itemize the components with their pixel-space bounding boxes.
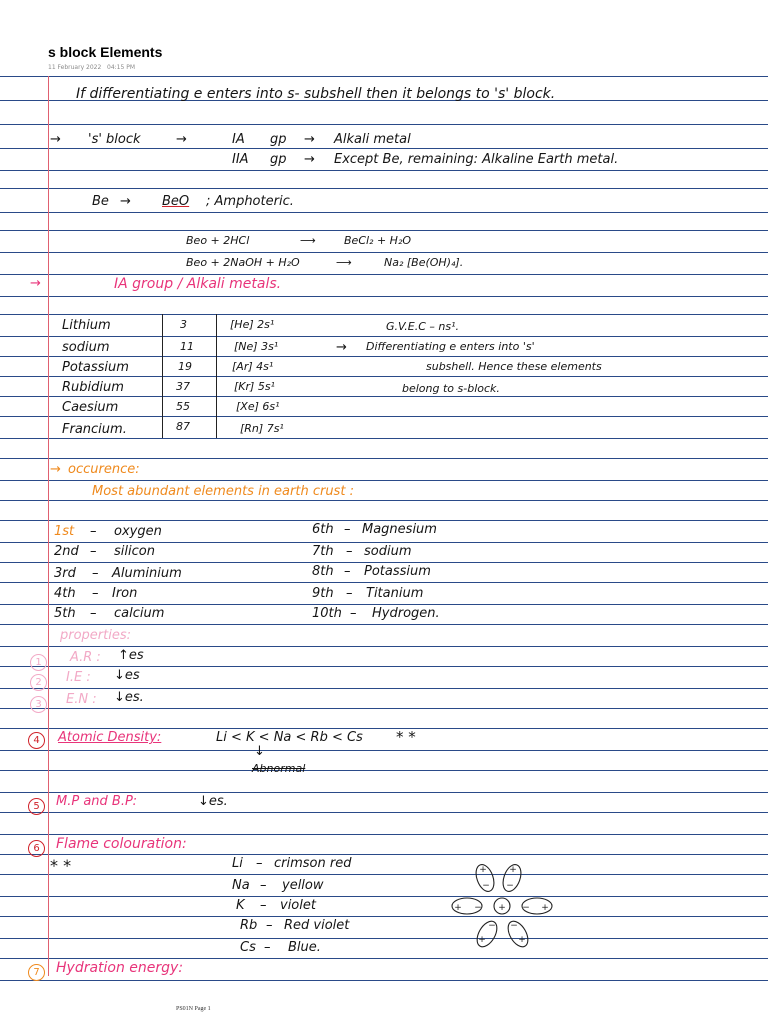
be-label: Be [92,194,109,209]
abundance-element: Magnesium [362,522,437,537]
property-row [30,650,47,671]
amphoteric-label: ; Amphoteric. [206,194,294,209]
ruled-line [0,688,768,689]
abundance-element: Hydrogen. [372,606,440,621]
charge-label: + [541,903,549,913]
charge-label: − [474,903,482,913]
density-note: Abnormal [252,762,306,775]
hydration-diagram [440,856,560,956]
arrow-down-icon: ↓ [254,744,265,759]
abundance-rank: 4th [54,586,76,601]
property-number-icon: 6 [28,840,45,857]
flame-color: Blue. [288,940,321,955]
property-number-icon: 2 [30,674,47,691]
element-name: Francium. [62,422,127,437]
abundance-element: silicon [114,544,155,559]
ruled-line [0,812,768,813]
ruled-line [0,666,768,667]
flame-element: Cs [240,940,256,955]
water-molecule [504,918,532,950]
iia-group: IIA [232,152,249,167]
arrow-symbol: → [120,194,131,209]
ruled-line [0,296,768,297]
ruled-line [0,124,768,125]
flame-element: Na [232,878,250,893]
abundance-rank: 2nd [54,544,79,559]
ruled-line [0,148,768,149]
abundance-element: Potassium [364,564,431,579]
dash: – [90,544,97,559]
dash: – [344,564,351,579]
element-name: sodium [62,340,110,355]
ruled-line [0,170,768,171]
abundance-element: Iron [112,586,138,601]
ruled-line [0,500,768,501]
abundance-element: Aluminium [112,566,182,581]
ruled-line [0,212,768,213]
atomic-number: 11 [180,340,194,353]
dash: – [344,522,351,537]
property-number-icon: 3 [30,696,47,713]
electron-config: [Rn] 7s¹ [240,422,284,435]
arrow-symbol: → [304,152,315,167]
page-footer: PS01N Page 1 [176,1006,211,1012]
ruled-line [0,980,768,981]
ruled-line [0,188,768,189]
note-date: 11 February 2022 [48,64,102,71]
property-number-icon: 4 [28,732,45,749]
ruled-line [0,438,768,439]
flame-color: crimson red [274,856,352,871]
ruled-line [0,708,768,709]
charge-label: + [479,865,487,875]
abundance-element: sodium [364,544,412,559]
mpbp-trend: ↓es. [198,794,228,809]
dash: – [256,856,263,871]
ruled-line [0,624,768,625]
gvec-line: G.V.E.C – ns¹. [386,320,460,333]
ruled-line [0,416,768,417]
property-number-icon: 5 [28,798,45,815]
star-icon: * * [50,856,72,875]
intro-line: If differentiating e enters into s- subshell then it belongs to 's' block. [76,86,556,102]
ia-desc: Alkali metal [334,132,411,147]
ruled-line [0,480,768,481]
flame-color: violet [280,898,316,913]
occurrence-heading: occurence: [68,462,140,477]
atomic-number: 3 [180,318,187,331]
arrow-symbol: ⟶ [300,234,316,247]
ruled-line [0,770,768,771]
charge-label: − [522,903,530,913]
ruled-line [0,582,768,583]
dash: – [90,606,97,621]
property-label: E.N : [66,692,97,707]
flame-color: yellow [282,878,324,893]
atomic-number: 87 [176,420,190,433]
atomic-number: 19 [178,360,192,373]
charge-label: − [482,881,490,891]
properties-heading: properties: [60,628,132,643]
dash: – [92,566,99,581]
ruled-line [0,458,768,459]
ruled-line [0,252,768,253]
charge-label: − [506,881,514,891]
arrow-symbol: → [176,132,187,147]
ruled-line [0,728,768,729]
ruled-line [0,562,768,563]
ruled-line [0,896,768,897]
flame-row [28,836,45,857]
ruled-line [0,542,768,543]
ruled-line [0,520,768,521]
ruled-line [0,854,768,855]
property-row [30,692,47,713]
abundance-rank: 7th [312,544,334,559]
hydration-label: Hydration energy: [56,960,184,976]
arrow-symbol: → [304,132,315,147]
abundance-rank: 1st [54,524,75,539]
ruled-line [0,958,768,959]
ruled-line [0,792,768,793]
hydration-row [28,960,45,981]
ruled-line [0,938,768,939]
gvec-line: Differentiating e enters into 's' [366,340,535,353]
gvec-line: subshell. Hence these elements [426,360,602,373]
dash: – [90,524,97,539]
dash: – [266,918,273,933]
ia-period: gp [270,132,287,147]
abundance-element: oxygen [114,524,162,539]
page-title: s block Elements [48,44,163,60]
property-label: A.R : [70,650,101,665]
arrow-symbol: → [30,276,41,291]
element-name: Lithium [62,318,111,333]
electron-config: [Ne] 3s¹ [234,340,279,353]
ia-group: IA [232,132,245,147]
gvec-line: belong to s-block. [402,382,500,395]
property-label: I.E : [66,670,91,685]
abundance-rank: 6th [312,522,334,537]
ruled-line [0,376,768,377]
ruled-line [0,874,768,875]
property-number-icon: 7 [28,964,45,981]
reaction-1-lhs: Beo + 2HCl [186,234,250,247]
ruled-line [0,274,768,275]
abundance-element: calcium [114,606,165,621]
occurrence-subheading: Most abundant elements in earth crust : [92,484,354,499]
reaction-2-rhs: Na₂ [Be(OH)₄]. [384,256,464,269]
charge-label: + [454,903,462,913]
property-number-icon: 1 [30,654,47,671]
flame-element: Li [232,856,243,871]
electron-config: [He] 2s¹ [230,318,275,331]
reaction-2-lhs: Beo + 2NaOH + H₂O [186,256,300,269]
element-name: Caesium [62,400,119,415]
flame-element: K [236,898,245,913]
ruled-line [0,314,768,315]
arrow-symbol: → [50,462,61,477]
beo-label: BeO [162,194,190,209]
atomic-number: 37 [176,380,190,393]
property-row [30,670,47,691]
note-time: 04:15 PM [107,64,135,71]
ruled-line [0,396,768,397]
ruled-line [0,76,768,77]
table-divider [162,314,163,438]
property-trend: ↓es. [114,690,144,705]
flame-label: Flame colouration: [56,836,187,852]
dash: – [260,878,267,893]
density-order: Li < K < Na < Rb < Cs [216,730,363,745]
charge-label: − [510,921,518,931]
iia-desc: Except Be, remaining: Alkaline Earth metal. [334,152,619,167]
ruled-line [0,750,768,751]
flame-element: Rb [240,918,258,933]
ruled-line [0,916,768,917]
arrow-symbol: → [50,132,61,147]
ruled-line [0,356,768,357]
star-icon: * * [396,728,416,746]
arrow-symbol: → [336,340,347,355]
electron-config: [Kr] 5s¹ [234,380,275,393]
charge-label: − [488,921,496,931]
ruled-line [0,336,768,337]
atomic-number: 55 [176,400,190,413]
ruled-line [0,230,768,231]
ruled-line [0,604,768,605]
abundance-rank: 5th [54,606,76,621]
dash: – [346,586,353,601]
abundance-rank: 9th [312,586,334,601]
abundance-rank: 8th [312,564,334,579]
dash: – [350,606,357,621]
center-charge: + [498,903,506,913]
dash: – [346,544,353,559]
margin-line [48,76,49,976]
mpbp-row [28,794,45,815]
density-label: Atomic Density: [58,730,162,745]
abundance-rank: 3rd [54,566,76,581]
dash: – [264,940,271,955]
abundance-rank: 10th [312,606,342,621]
property-trend: ↑es [118,648,144,663]
element-name: Potassium [62,360,129,375]
water-molecule [473,918,501,950]
table-divider [216,314,217,438]
mpbp-label: M.P and B.P: [56,794,137,809]
abundance-element: Titanium [366,586,424,601]
electron-config: [Ar] 4s¹ [232,360,274,373]
charge-label: + [518,935,526,945]
electron-config: [Xe] 6s¹ [236,400,280,413]
iia-period: gp [270,152,287,167]
alkali-heading: IA group / Alkali metals. [114,276,282,292]
charge-label: + [478,935,486,945]
ruled-line [0,834,768,835]
flame-color: Red violet [284,918,350,933]
element-name: Rubidium [62,380,124,395]
arrow-symbol: ⟶ [336,256,352,269]
dash: – [92,586,99,601]
reaction-1-rhs: BeCl₂ + H₂O [344,234,412,247]
property-trend: ↓es [114,668,140,683]
charge-label: + [509,865,517,875]
dash: – [260,898,267,913]
sblock-label: 's' block [88,132,141,147]
ruled-line [0,646,768,647]
density-row [28,728,45,749]
